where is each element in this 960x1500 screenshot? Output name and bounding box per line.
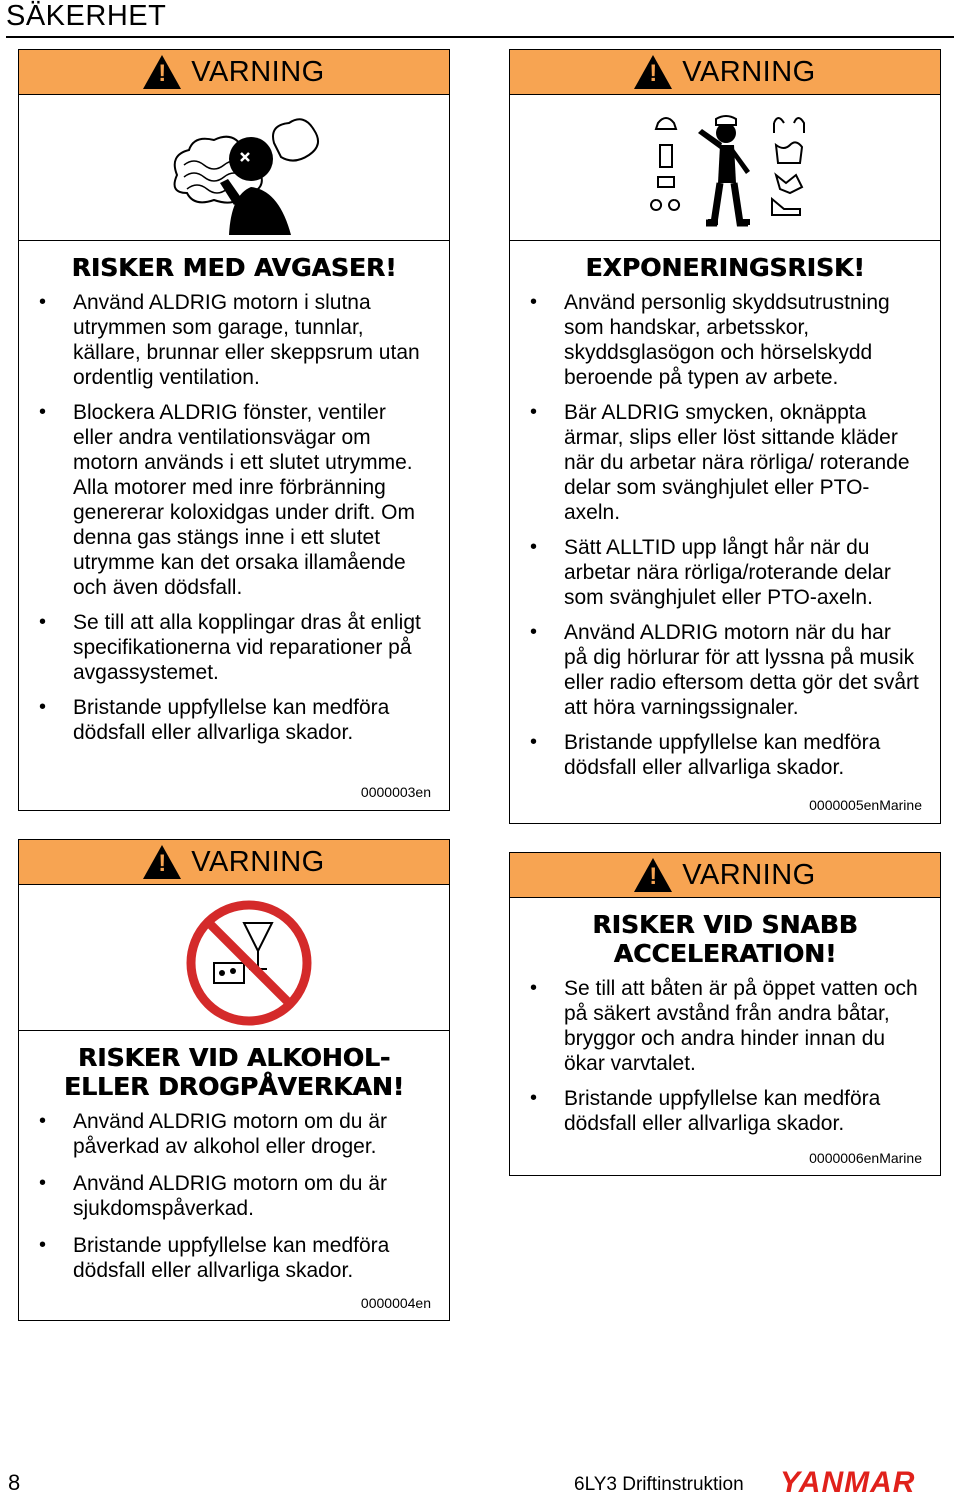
warning-card-acceleration	[509, 852, 941, 1176]
label-code: 0000004en	[360, 1295, 431, 1311]
list-item: • Bristande uppfyllelse kan medföra dödsfall eller allvarliga skador.	[73, 695, 429, 745]
document-title: 6LY3 Driftinstruktion	[574, 1474, 744, 1495]
label-code: 0000006enMarine	[809, 1150, 922, 1166]
signal-word: VARNING	[682, 55, 816, 88]
list-item: • Bristande uppfyllelse kan medföra dödsfall eller allvarliga skador.	[564, 730, 920, 780]
no-alcohol-drugs-icon	[19, 885, 449, 1030]
pictogram-panel	[19, 885, 449, 1031]
pictogram-panel	[510, 95, 940, 241]
page-number: 8	[8, 1470, 21, 1495]
list-item: • Bär ALDRIG smycken, oknäppta ärmar, slips eller löst sittande kläder när du arbetar nära rörliga/ roterande delar som svänghjulet eller PTO-axeln.	[564, 400, 920, 525]
section-title: SÄKERHET	[6, 0, 167, 32]
warning-triangle-icon	[634, 858, 672, 892]
list-item: • Använd personlig skyddsutrustning som handskar, arbetsskor, skyddsglasögon och hörselskydd beroende på typen av arbete.	[564, 290, 920, 390]
pictogram-panel	[19, 95, 449, 241]
warning-banner	[510, 853, 940, 898]
signal-word: VARNING	[191, 845, 325, 878]
list-item: • Se till att alla kopplingar dras åt enligt specifikationerna vid reparationer på avgassystemet.	[73, 610, 429, 685]
protective-equipment-worker-icon	[510, 95, 940, 240]
list-item: • Blockera ALDRIG fönster, ventiler eller andra ventilationsvägar om motorn används i ett slutet utrymme. Alla motorer med inre förbränning genererar koloxidgas under drift. Om denna gas stängs inne i ett slutet utrymme kan det orsaka illamående och även dödsfall.	[73, 400, 429, 600]
list-item: • Se till att båten är på öppet vatten och på säkert avstånd från andra båtar, bryggor och andra hinder innan du ökar varvtalet.	[564, 976, 920, 1076]
signal-word: VARNING	[682, 858, 816, 891]
risk-heading: RISKER VID SNABB ACCELERATION!	[592, 910, 858, 968]
warning-triangle-icon	[143, 55, 181, 89]
risk-heading: EXPONERINGSRISK!	[585, 253, 865, 282]
warning-banner	[19, 840, 449, 885]
warning-triangle-icon	[634, 55, 672, 89]
warning-banner	[19, 50, 449, 95]
risk-heading: RISKER VID ALKOHOL- ELLER DROGPÅVERKAN!	[63, 1043, 405, 1101]
instruction-list	[73, 290, 429, 745]
list-item: • Använd ALDRIG motorn när du har på dig hörlurar för att lyssna på musik eller radio eftersom detta gör det svårt att höra varningssignaler.	[564, 620, 920, 720]
warning-banner	[510, 50, 940, 95]
exhaust-fumes-person-icon	[19, 95, 449, 240]
list-item: • Sätt ALLTID upp långt hår när du arbetar nära rörliga/roterande delar som svänghjulet eller PTO-axeln.	[564, 535, 920, 610]
warning-card-alcohol	[18, 839, 450, 1321]
warning-card-exposure	[509, 49, 941, 824]
risk-heading: RISKER MED AVGASER!	[71, 253, 397, 282]
label-code: 0000005enMarine	[809, 797, 922, 813]
list-item: • Bristande uppfyllelse kan medföra dödsfall eller allvarliga skador.	[73, 1233, 429, 1283]
warning-triangle-icon	[143, 845, 181, 879]
warning-card-exhaust	[18, 49, 450, 811]
header-rule	[6, 36, 954, 38]
instruction-list	[564, 290, 920, 780]
signal-word: VARNING	[191, 55, 325, 88]
list-item: • Använd ALDRIG motorn i slutna utrymmen som garage, tunnlar, källare, brunnar eller skeppsrum utan ordentlig ventilation.	[73, 290, 429, 390]
instruction-list	[564, 976, 920, 1136]
list-item: • Bristande uppfyllelse kan medföra dödsfall eller allvarliga skador.	[564, 1086, 920, 1136]
label-code: 0000003en	[360, 784, 431, 800]
list-item: • Använd ALDRIG motorn om du är sjukdomspåverkad.	[73, 1171, 429, 1221]
brand-logo: YANMAR	[780, 1466, 916, 1499]
instruction-list	[73, 1109, 429, 1283]
list-item: • Använd ALDRIG motorn om du är påverkad av alkohol eller droger.	[73, 1109, 429, 1159]
